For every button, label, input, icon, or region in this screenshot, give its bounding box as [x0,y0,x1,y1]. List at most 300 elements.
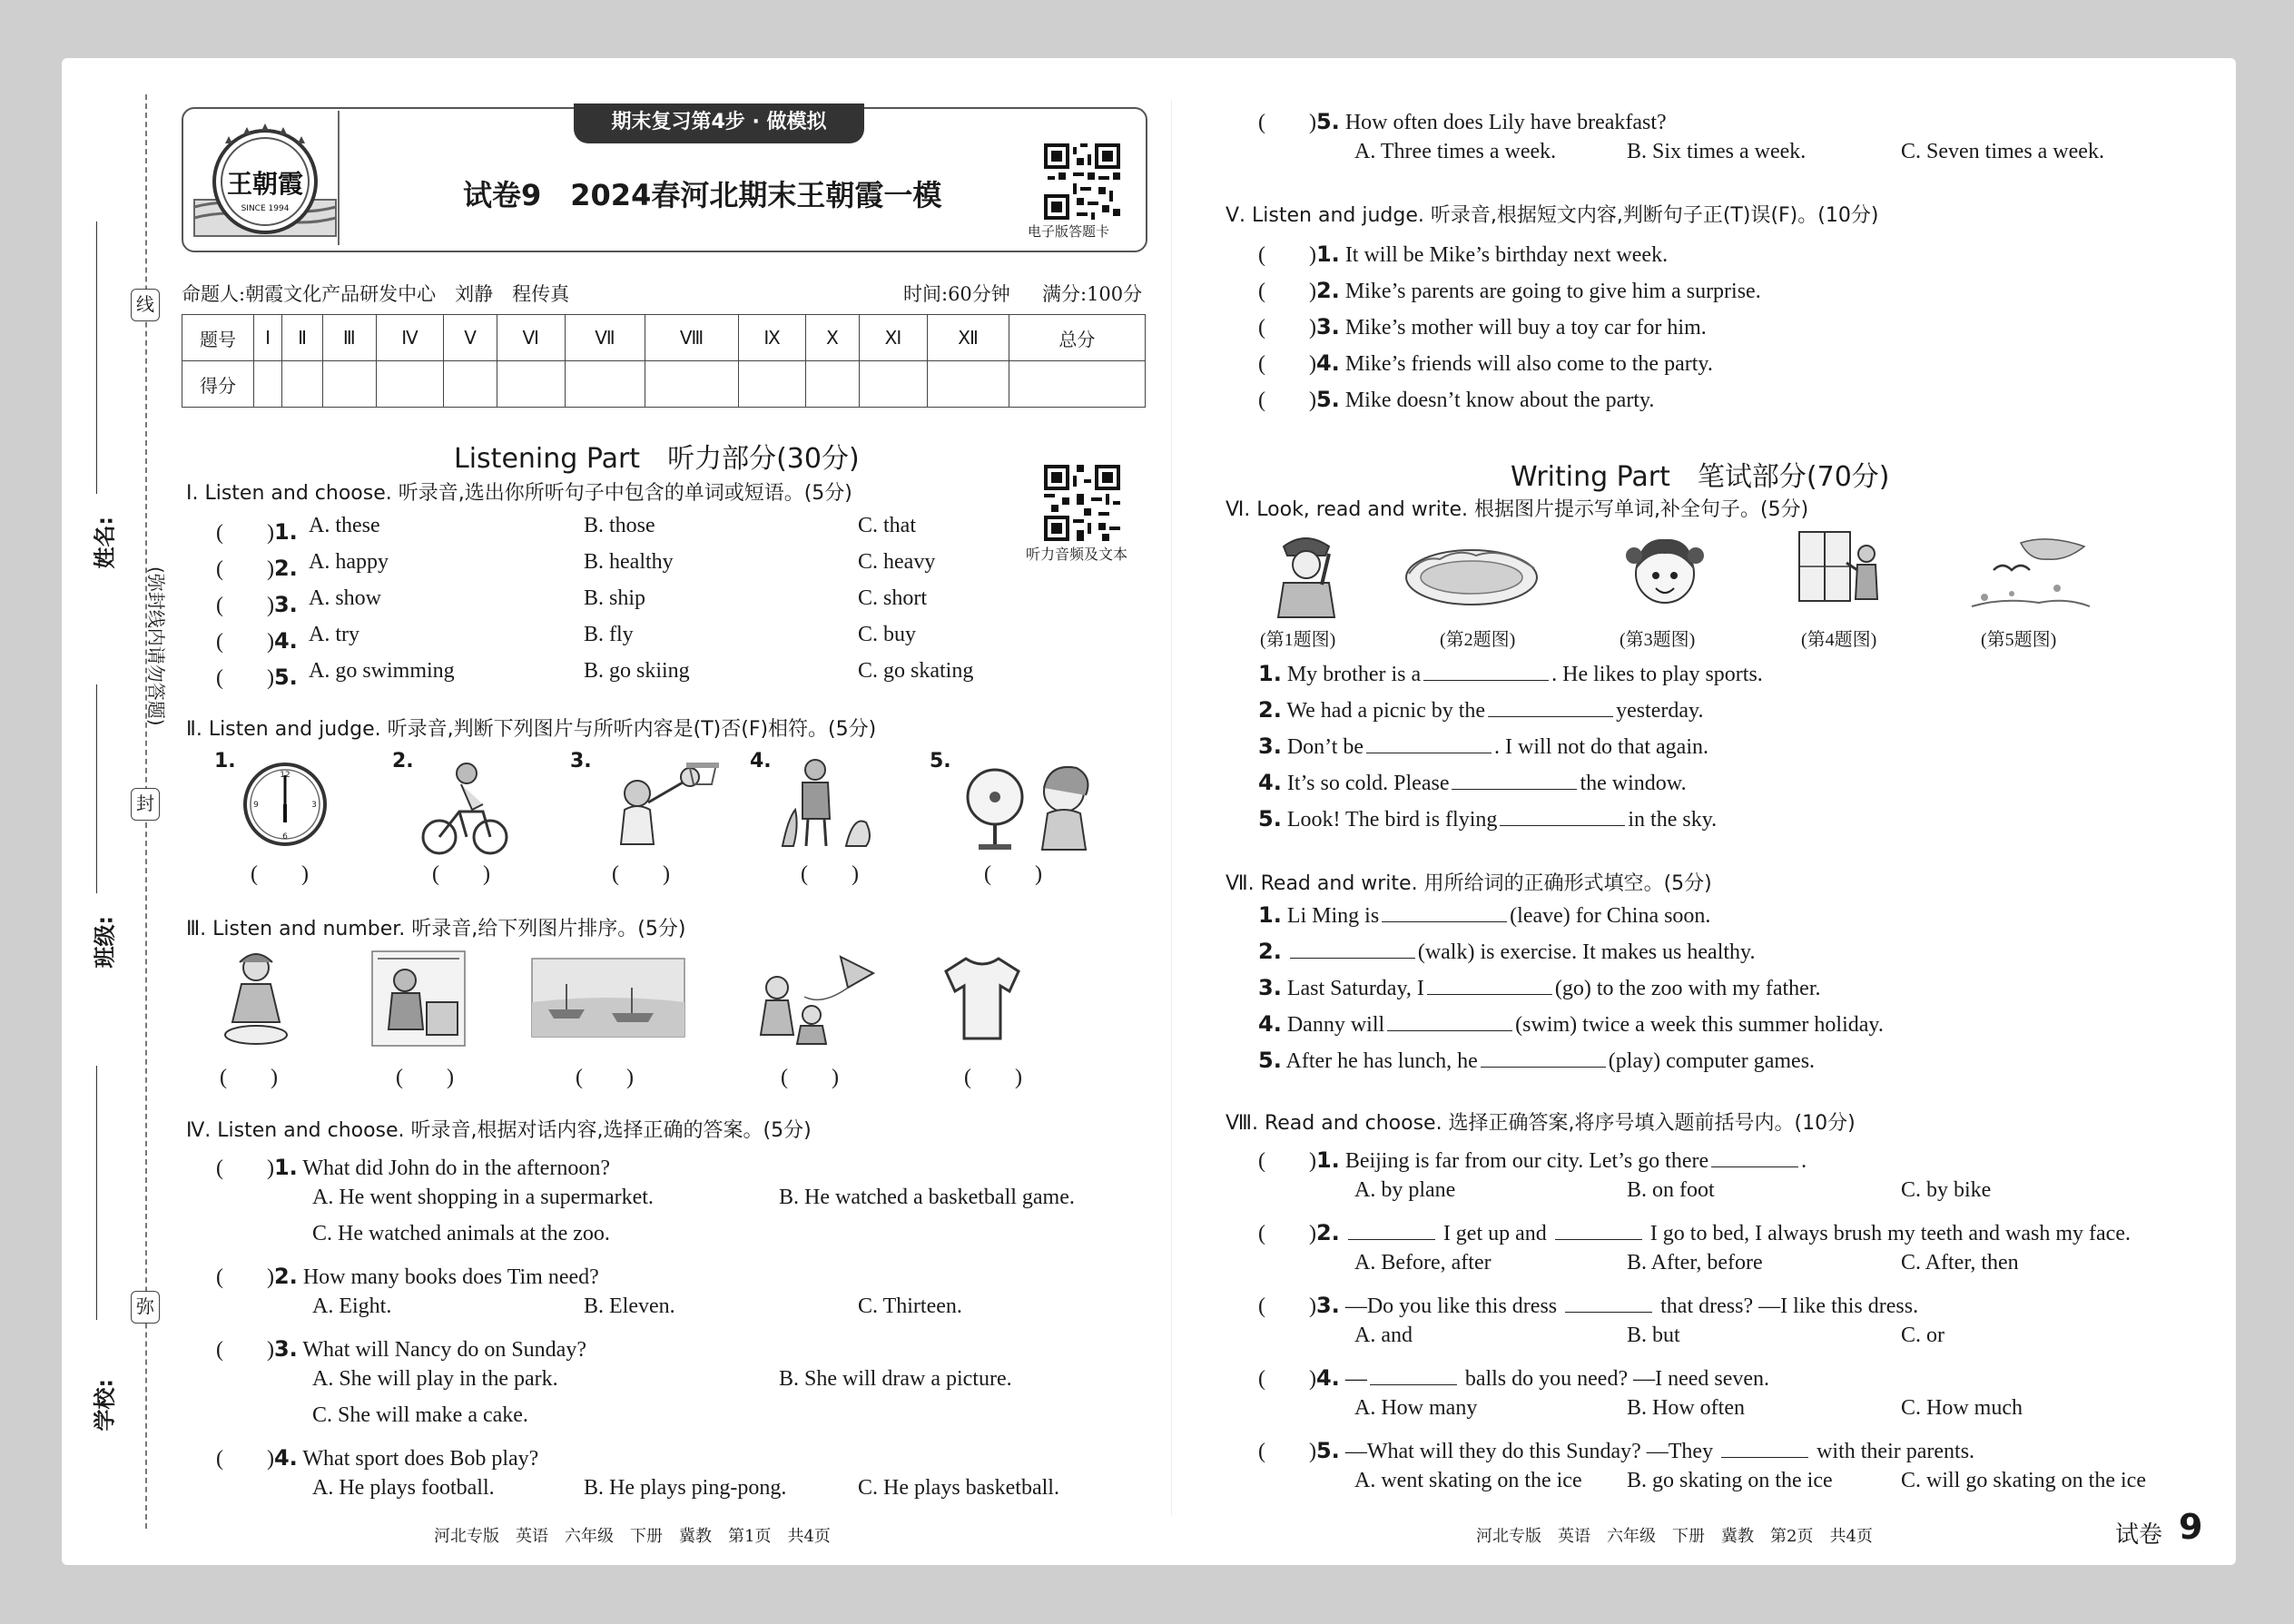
svg-text:9: 9 [253,801,259,810]
answer-bracket[interactable]: ( ) [964,1066,1022,1089]
list-item [1258,697,2166,733]
item-number: 3. [1258,733,1282,759]
score-col: Ⅳ [376,315,444,361]
option-c: C. that [858,514,916,537]
question-text: How often does Lily have breakfast? [1344,111,1667,134]
qr-label-audio: 听力音频及文本 [1026,546,1128,563]
options-row [1258,1178,2175,1215]
score-cell[interactable] [859,361,928,408]
option-a: A. try [309,623,359,646]
item-number: 5. [1315,1438,1340,1463]
question [216,1258,1133,1294]
score-cell[interactable] [806,361,859,408]
man-repairing-picture [369,948,468,1049]
answer-blank[interactable] [1481,1048,1606,1068]
section-8-heading: Ⅷ. Read and choose. 选择正确答案,将序号填入题前括号内。(10分) [1226,1112,1856,1135]
picture-caption: (第5题图) [1981,630,2057,650]
question-text: —Do you like this dress [1344,1294,1558,1318]
option-a: A. Three times a week. [1354,140,1557,163]
answer-bracket[interactable]: ( ) [612,862,670,886]
option-c: C. Seven times a week. [1901,140,2104,163]
score-cell[interactable] [738,361,806,408]
score-col: Ⅱ [282,315,323,361]
item-number: 2. [1258,939,1282,964]
question [1258,1287,2175,1324]
score-cell[interactable] [282,361,323,408]
option-a: A. show [309,586,382,610]
score-col: Ⅸ [738,315,806,361]
question-text: I go to bed, I always brush my teeth and wash my face. [1649,1222,2131,1245]
answer-bracket[interactable]: ( ) [1258,1367,1316,1391]
list-item [216,586,1033,623]
close-marker: 弥 [131,1291,160,1324]
answer-blank[interactable] [1565,1294,1652,1313]
option-c: C. by bike [1901,1178,1992,1202]
item-number: 4. [1258,1011,1282,1037]
answer-blank[interactable] [1711,1148,1798,1167]
list-item [216,514,1033,550]
section-5-heading: Ⅴ. Listen and judge. 听录音,根据短文内容,判断句子正(T)误(F)。(10分) [1226,204,1879,227]
seal-marker: 封 [131,788,160,821]
option-b: B. How often [1627,1396,1745,1420]
sentence-start: Last Saturday, I [1286,977,1424,1000]
list-item [216,659,1033,695]
answer-bracket[interactable]: ( ) [1258,316,1316,340]
score-row-label: 得分 [182,361,254,408]
lake-picture [1403,537,1540,610]
paper-title: 试卷9 2024春河北期末王朝霞一模 [463,178,942,212]
option-c: C. Thirteen. [858,1294,962,1318]
answer-bracket[interactable]: ( ) [1258,352,1316,376]
list-item [1258,806,2166,842]
option-b: B. ship [584,586,646,610]
pic-number: 5. [930,750,951,773]
answer-bracket[interactable]: ( ) [1258,1149,1316,1173]
qr-code-answer-card[interactable] [1044,143,1120,220]
list-item [1258,1011,2166,1048]
option-b: B. go skating on the ice [1627,1469,1833,1492]
policeman-picture [1265,528,1347,619]
sentence-start: Look! The bird is flying [1286,808,1498,832]
binding-note: (弥封线内请勿答题) [145,566,167,726]
section-3-pictures [214,948,1122,1093]
options-row [216,1294,1133,1331]
statement: Mike doesn’t know about the party. [1344,389,1655,412]
score-cell[interactable] [254,361,282,408]
answer-bracket[interactable]: ( ) [216,1156,274,1180]
name-field[interactable] [96,221,97,494]
answer-bracket[interactable]: ( ) [984,862,1042,886]
statement: Mike’s mother will buy a toy car for him. [1344,316,1707,340]
answer-bracket[interactable]: ( ) [216,666,274,690]
answer-blank[interactable] [1366,734,1492,753]
answer-blank[interactable] [1382,903,1507,922]
section-1-list [216,514,1033,695]
answer-blank[interactable] [1423,662,1549,681]
answer-bracket[interactable]: ( ) [1258,1440,1316,1463]
list-item [216,550,1033,586]
svg-text:3: 3 [311,801,317,810]
sentence-end: yesterday. [1616,699,1704,723]
binding-strip [62,58,171,1565]
sentence-end: (play) computer games. [1608,1049,1816,1073]
answer-bracket[interactable]: ( ) [1258,1294,1316,1318]
option-b: B. He plays ping-pong. [584,1476,787,1500]
question-text: I get up and [1442,1222,1547,1245]
answer-bracket[interactable]: ( ) [220,1066,278,1089]
boats-on-lake-picture [530,957,686,1038]
item-number: 3. [1315,314,1340,340]
question [1258,1142,2175,1178]
section-6-list [1258,661,2166,842]
sentence-end: . I will not do that again. [1494,735,1709,759]
option-b: B. fly [584,623,634,646]
section-7-list [1258,902,2166,1084]
answer-blank[interactable] [1500,807,1625,826]
sentence-start: After he has lunch, he [1285,1049,1478,1073]
option-c: C. She will make a cake. [312,1403,528,1427]
sentence-start: We had a picnic by the [1286,699,1486,723]
paper-number: 9 [2179,1507,2203,1547]
score-cell[interactable] [928,361,1009,408]
open-window-picture [1796,528,1886,619]
basketball-player-picture [596,757,723,857]
item-number: 4. [273,1445,298,1471]
option-b: B. He watched a basketball game. [779,1186,1075,1209]
score-col: Ⅺ [859,315,928,361]
list-item [1258,939,2166,975]
answer-bracket[interactable]: ( ) [1258,389,1316,412]
answer-bracket[interactable]: ( ) [432,862,490,886]
svg-text:12: 12 [280,771,290,780]
fan-and-girl-picture [959,755,1104,855]
full-score: 满分:100分 [1042,283,1143,305]
option-b: B. Six times a week. [1627,140,1807,163]
sentence-end: (leave) for China soon. [1510,904,1711,928]
question-text: What will Nancy do on Sunday? [302,1338,586,1362]
logo-text: 王朝霞 [226,169,304,199]
option-a: A. these [309,514,380,537]
section-7-heading: Ⅶ. Read and write. 用所给词的正确形式填空。(5分) [1226,872,1712,895]
exam-time: 时间:60分钟 [903,283,1010,305]
section-4-continued [1258,103,2166,176]
item-number: 5. [1258,806,1282,832]
header-divider [338,111,340,245]
option-b: B. go skiing [584,659,690,683]
sentence-end: (go) to the zoo with my father. [1554,977,1821,1000]
question-text: Beijing is far from our city. Let’s go there [1344,1149,1709,1173]
option-c: C. will go skating on the ice [1901,1469,2146,1492]
list-item [1258,345,2166,381]
listening-part-title: Listening Part 听力部分(30分) [454,443,860,475]
list-item [1258,309,2166,345]
qr-code-audio[interactable] [1044,465,1120,541]
question [1258,1215,2175,1251]
item-number: 4. [273,628,298,654]
option-a: A. Eight. [312,1294,392,1318]
option-a: A. and [1354,1324,1413,1347]
item-number: 2. [273,1264,298,1289]
answer-blank[interactable] [1387,1012,1512,1031]
list-item [1258,902,2166,939]
question-text: How many books does Tim need? [302,1265,599,1289]
options-row [216,1222,1133,1258]
question-text: that dress? —I like this dress. [1660,1294,1919,1318]
pic-number: 4. [750,750,772,773]
list-item [1258,1048,2166,1084]
pic-number: 1. [214,750,236,773]
answer-bracket[interactable]: ( ) [216,521,274,545]
score-col: Ⅰ [254,315,282,361]
options-row [1258,1324,2175,1360]
item-number: 2. [273,556,298,581]
girl-face-picture [1621,528,1708,619]
answer-blank[interactable] [1370,1366,1457,1385]
option-a: A. by plane [1354,1178,1456,1202]
footer-left: 河北专版 英语 六年级 下册 冀教 第1页 共4页 [434,1527,831,1546]
statement: Mike’s friends will also come to the party. [1344,352,1713,376]
answer-blank[interactable] [1452,771,1577,790]
question-text: . [1801,1149,1807,1173]
sentence-start: My brother is a [1286,663,1422,686]
option-c: C. or [1901,1324,1944,1347]
option-a: A. He went shopping in a supermarket. [312,1186,654,1209]
score-cell[interactable] [565,361,645,408]
answer-bracket[interactable]: ( ) [576,1066,634,1089]
option-a: A. Before, after [1354,1251,1492,1275]
section-4-heading: Ⅳ. Listen and choose. 听录音,根据对话内容,选择正确的答案。(5分) [186,1119,812,1142]
option-a: A. go swimming [309,659,455,683]
footer-right: 河北专版 英语 六年级 下册 冀教 第2页 共4页 [1476,1527,1873,1546]
item-number: 1. [1315,1147,1340,1173]
item-number: 4. [1315,1365,1340,1391]
answer-blank[interactable] [1555,1221,1642,1240]
item-number: 1. [1258,661,1282,686]
writing-part-title: Writing Part 笔试部分(70分) [1511,461,1890,493]
picture-caption: (第2题图) [1440,630,1516,650]
options-row [216,1367,1133,1403]
sentence-end: . He likes to play sports. [1551,663,1763,686]
option-a: A. happy [309,550,389,574]
option-c: C. short [858,586,928,610]
answer-blank[interactable] [1488,698,1613,717]
score-cell[interactable] [1009,361,1145,408]
qr-label-answer-card: 电子版答题卡 [1028,223,1110,240]
list-item [1258,770,2166,806]
kites-picture [741,951,877,1046]
class-label: 班级: [92,915,118,969]
answer-bracket[interactable]: ( ) [216,557,274,581]
sentence-start: Li Ming is [1286,904,1380,928]
question [1258,1432,2175,1469]
list-item [1258,661,2166,697]
sentence-start: Don’t be [1286,735,1364,759]
question [1258,103,2166,140]
item-number: 3. [273,592,298,617]
pic-number: 3. [570,750,592,773]
option-b: B. those [584,514,655,537]
answer-blank[interactable] [1348,1221,1435,1240]
answer-blank[interactable] [1427,976,1552,995]
option-a: A. He plays football. [312,1476,495,1500]
question-text: What did John do in the afternoon? [302,1156,610,1180]
answer-bracket[interactable]: ( ) [801,862,859,886]
answer-bracket[interactable]: ( ) [396,1066,454,1089]
question-text: — [1344,1367,1367,1391]
boy-cycling-picture [419,757,510,857]
item-number: 4. [1258,770,1282,795]
item-number: 3. [1258,975,1282,1000]
picture-caption: (第1题图) [1260,630,1336,650]
svg-text:6: 6 [282,832,288,842]
clock-picture [240,759,330,850]
answer-blank[interactable] [1290,940,1415,959]
option-c: C. How much [1901,1396,2023,1420]
option-a: A. She will play in the park. [312,1367,558,1391]
picture-caption: (第4题图) [1801,630,1877,650]
girl-sitting-picture [214,950,296,1049]
question-text: —What will they do this Sunday? —They [1344,1440,1714,1463]
option-c: C. heavy [858,550,936,574]
list-item [1258,236,2166,272]
section-5-list [1258,236,2166,418]
section-8-list [1258,1142,2175,1505]
brand-logo [192,116,338,243]
answer-blank[interactable] [1721,1439,1808,1458]
score-col: Ⅵ [497,315,565,361]
score-cell[interactable] [322,361,376,408]
score-col: Ⅻ [928,315,1009,361]
section-1-heading: Ⅰ. Listen and choose. 听录音,选出你所听句子中包含的单词或短语。(5分) [186,482,852,505]
logo-year: SINCE 1994 [241,204,290,213]
authors: 命题人:朝霞文化产品研发中心 刘静 程传真 [182,283,570,305]
page-divider [1171,100,1172,1516]
list-item [1258,733,2166,770]
score-col: Ⅲ [322,315,376,361]
list-item [1258,381,2166,418]
score-col: Ⅶ [565,315,645,361]
item-number: 1. [273,519,298,545]
score-col-label: 题号 [182,315,254,361]
score-col: Ⅹ [806,315,859,361]
school-label: 学校: [92,1378,118,1432]
line-marker: 线 [131,289,160,321]
name-label: 姓名: [92,516,118,569]
score-table [182,314,1146,408]
sentence-start: It’s so cold. Please [1286,772,1450,795]
answer-bracket[interactable]: ( ) [216,1447,274,1471]
item-number: 5. [273,664,298,690]
question [216,1331,1133,1367]
question [216,1149,1133,1186]
option-b: B. Eleven. [584,1294,675,1318]
score-cell[interactable] [376,361,444,408]
options-row [216,1476,1133,1512]
option-c: C. He watched animals at the zoo. [312,1222,610,1245]
paper-label: 试卷 [2115,1521,2163,1549]
score-cell[interactable] [444,361,497,408]
answer-bracket[interactable]: ( ) [1258,1222,1316,1245]
gardening-picture [775,755,884,855]
list-item [216,623,1033,659]
question-text: balls do you need? —I need seven. [1464,1367,1770,1391]
option-b: B. healthy [584,550,674,574]
item-number: 1. [1258,902,1282,928]
answer-bracket[interactable]: ( ) [1258,243,1316,267]
options-row [1258,1251,2175,1287]
section-3-heading: Ⅲ. Listen and number. 听录音,给下列图片排序。(5分) [186,918,686,940]
item-number: 2. [1315,278,1340,303]
item-number: 2. [1258,697,1282,723]
option-b: B. but [1627,1324,1680,1347]
option-a: A. How many [1354,1396,1478,1420]
answer-bracket[interactable]: ( ) [1258,280,1316,303]
item-number: 3. [273,1336,298,1362]
sentence-start: Danny will [1286,1013,1385,1037]
option-c: C. go skating [858,659,974,683]
score-value-row [182,361,1146,408]
answer-bracket[interactable]: ( ) [216,594,274,617]
answer-bracket[interactable]: ( ) [1258,111,1316,134]
item-number: 1. [273,1155,298,1180]
statement: Mike’s parents are going to give him a surprise. [1344,280,1761,303]
item-number: 1. [1315,241,1340,267]
option-c: C. He plays basketball. [858,1476,1059,1500]
options-row [1258,1469,2175,1505]
list-item [1258,975,2166,1011]
item-number: 4. [1315,350,1340,376]
item-number: 3. [1315,1293,1340,1318]
option-b: B. After, before [1627,1251,1763,1275]
option-c: C. buy [858,623,917,646]
score-col: Ⅷ [645,315,738,361]
options-row [216,1186,1133,1222]
item-number: 5. [1258,1048,1282,1073]
answer-bracket[interactable]: ( ) [216,1338,274,1362]
school-field[interactable] [96,1066,97,1320]
question-text: What sport does Bob play? [302,1447,539,1471]
answer-bracket[interactable]: ( ) [216,1265,274,1289]
sentence-end: the window. [1580,772,1687,795]
question-text: with their parents. [1816,1440,1975,1463]
list-item [1258,272,2166,309]
item-number: 2. [1315,1220,1340,1245]
item-number: 5. [1315,387,1340,412]
class-field[interactable] [96,684,97,893]
score-cell[interactable] [645,361,738,408]
section-6-heading: Ⅵ. Look, read and write. 根据图片提示写单词,补全句子。(5分) [1226,498,1809,521]
score-col: Ⅴ [444,315,497,361]
option-b: B. She will draw a picture. [779,1367,1012,1391]
pic-number: 2. [392,750,414,773]
answer-bracket[interactable]: ( ) [781,1066,839,1089]
option-c: C. After, then [1901,1251,2019,1275]
step-banner: 期末复习第4步 · 做模拟 [574,103,864,143]
option-a: A. went skating on the ice [1354,1469,1582,1492]
question [216,1440,1133,1476]
score-cell[interactable] [497,361,565,408]
option-b: B. on foot [1627,1178,1715,1202]
answer-bracket[interactable]: ( ) [251,862,309,886]
item-number: 5. [1315,109,1340,134]
score-header-row [182,315,1146,361]
sentence-end: (swim) twice a week this summer holiday. [1515,1013,1884,1037]
statement: It will be Mike’s birthday next week. [1344,243,1669,267]
t-shirt-picture [940,953,1024,1044]
answer-bracket[interactable]: ( ) [216,630,274,654]
section-2-pictures [214,748,1122,884]
section-6-pictures [1253,528,2161,655]
